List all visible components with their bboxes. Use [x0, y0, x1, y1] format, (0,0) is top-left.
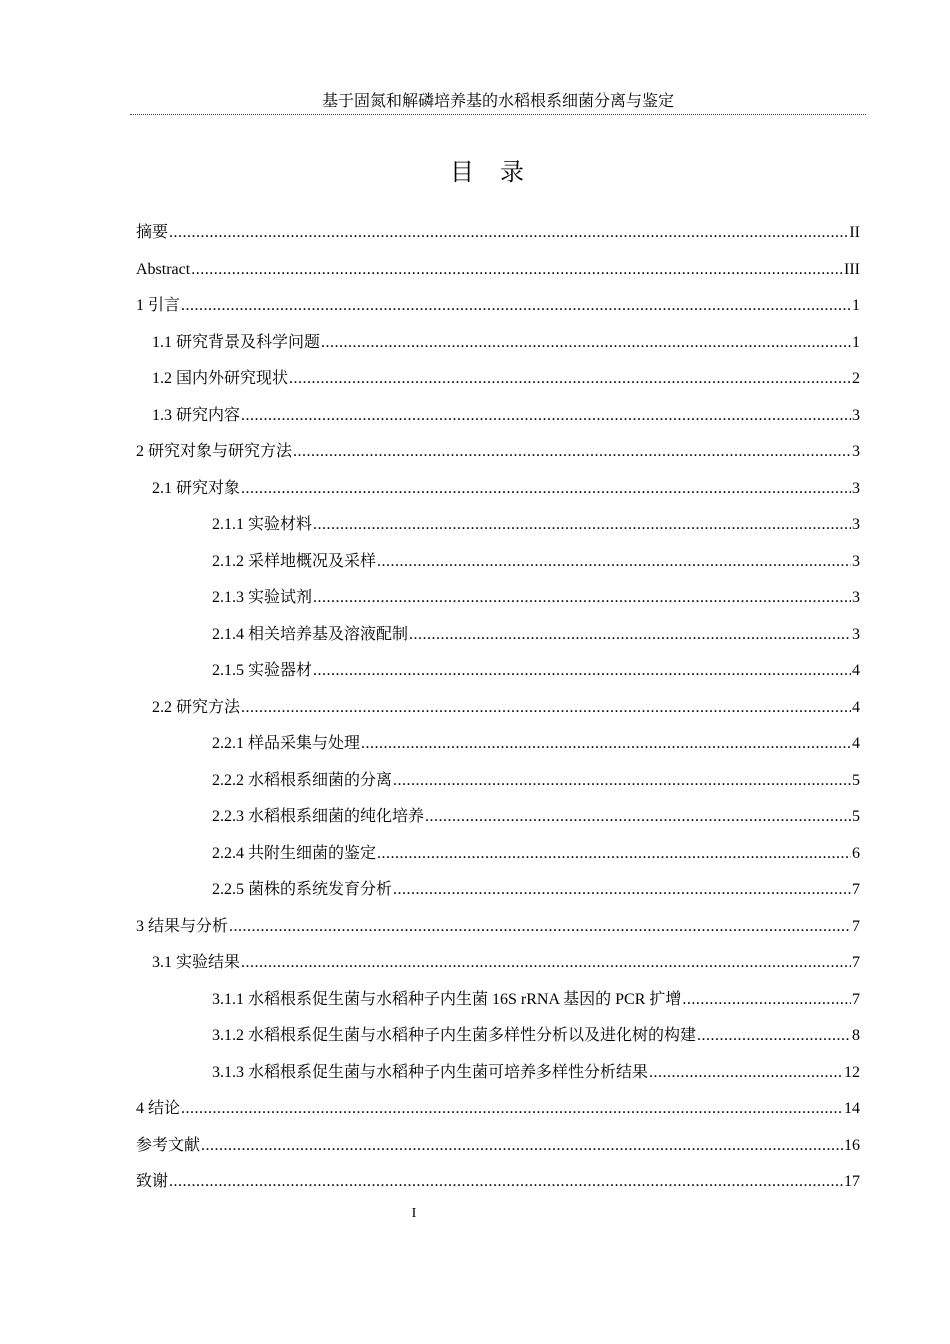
toc-entry-page: 3: [852, 625, 860, 643]
toc-entry[interactable]: [136, 945, 860, 982]
toc-entry[interactable]: [136, 690, 860, 727]
toc-entry-page: 7: [852, 954, 860, 971]
toc-entry-page: 16: [844, 1136, 860, 1154]
toc-entry-title: 1.2 国内外研究现状: [152, 370, 289, 387]
toc-dot-leader: [289, 361, 851, 398]
header-divider: [130, 114, 866, 115]
toc-entry-page: 6: [852, 844, 860, 862]
toc-entry[interactable]: [136, 288, 860, 325]
toc-dot-leader: [377, 836, 851, 873]
toc-entry-page: 7: [852, 917, 860, 935]
toc-dot-leader: [649, 1055, 843, 1092]
toc-entry-title: 2.2.3 水稻根系细菌的纯化培养: [212, 808, 425, 825]
toc-entry-page: 8: [852, 1027, 860, 1044]
toc-dot-leader: [361, 726, 851, 763]
toc-entry-page: 7: [852, 990, 860, 1008]
toc-entry-title: 1.3 研究内容: [152, 406, 241, 424]
toc-entry[interactable]: [136, 1018, 860, 1055]
toc-entry[interactable]: [136, 982, 860, 1019]
toc-entry[interactable]: [136, 507, 860, 544]
toc-entry-title: 2.2.5 菌株的系统发育分析: [212, 881, 393, 898]
toc-dot-leader: [293, 434, 851, 471]
toc-entry-title: 2.1 研究对象: [152, 479, 241, 497]
toc-entry[interactable]: [136, 471, 860, 508]
toc-entry-page: 12: [844, 1063, 860, 1081]
toc-entry[interactable]: [136, 726, 860, 763]
toc-dot-leader: [321, 325, 851, 362]
toc-dot-leader: [682, 982, 851, 1019]
toc-entry-page: III: [844, 260, 860, 278]
toc-entry-page: 4: [852, 662, 860, 679]
toc-dot-leader: [201, 1128, 843, 1165]
toc-entry[interactable]: [136, 361, 860, 398]
toc-dot-leader: [393, 763, 851, 800]
toc-entry[interactable]: [136, 252, 860, 289]
toc-entry-title: 2.1.3 实验试剂: [212, 589, 313, 606]
toc-entry[interactable]: [136, 617, 860, 654]
table-of-contents: [136, 215, 860, 1201]
toc-dot-leader: [409, 617, 851, 654]
toc-dot-leader: [425, 799, 851, 836]
toc-dot-leader: [169, 1164, 843, 1201]
toc-entry-page: II: [849, 224, 860, 241]
toc-entry[interactable]: [136, 1091, 860, 1128]
toc-entry-page: 3: [852, 443, 860, 460]
toc-entry[interactable]: [136, 799, 860, 836]
toc-dot-leader: [313, 653, 851, 690]
toc-dot-leader: [169, 215, 848, 252]
toc-entry-title: 2.1.4 相关培养基及溶液配制: [212, 625, 409, 643]
toc-entry-page: 3: [852, 479, 860, 497]
toc-entry-page: 3: [852, 589, 860, 606]
toc-entry-title: 2 研究对象与研究方法: [136, 443, 293, 460]
toc-entry-page: 5: [852, 771, 860, 789]
toc-dot-leader: [181, 1091, 843, 1128]
toc-entry-title: 3.1.1 水稻根系促生菌与水稻种子内生菌 16S rRNA 基因的 PCR 扩增: [212, 990, 682, 1008]
toc-entry[interactable]: [136, 215, 860, 252]
toc-entry[interactable]: [136, 653, 860, 690]
toc-entry-title: 2.2 研究方法: [152, 698, 241, 716]
toc-entry-page: 17: [844, 1173, 860, 1190]
toc-entry-title: 致谢: [136, 1173, 169, 1190]
toc-entry[interactable]: [136, 909, 860, 946]
toc-entry[interactable]: [136, 325, 860, 362]
toc-entry[interactable]: [136, 1055, 860, 1092]
toc-dot-leader: [241, 690, 851, 727]
toc-dot-leader: [181, 288, 851, 325]
toc-entry-title: 摘要: [136, 224, 169, 241]
toc-entry-page: 5: [852, 808, 860, 825]
toc-entry-title: Abstract: [136, 260, 191, 278]
toc-entry[interactable]: [136, 398, 860, 435]
toc-entry[interactable]: [136, 544, 860, 581]
page-number: I: [411, 1206, 417, 1221]
toc-dot-leader: [241, 398, 851, 435]
toc-entry-title: 2.1.2 采样地概况及采样: [212, 552, 377, 570]
toc-entry-page: 4: [852, 698, 860, 716]
toc-entry-title: 3.1 实验结果: [152, 954, 241, 971]
toc-entry[interactable]: [136, 763, 860, 800]
toc-entry-title: 参考文献: [136, 1136, 201, 1154]
toc-entry-title: 1 引言: [136, 297, 181, 314]
toc-entry[interactable]: [136, 872, 860, 909]
toc-entry-page: 1: [852, 333, 860, 351]
toc-entry-page: 14: [844, 1100, 860, 1117]
toc-entry-page: 3: [852, 552, 860, 570]
toc-entry-title: 1.1 研究背景及科学问题: [152, 333, 321, 351]
toc-entry-title: 3.1.3 水稻根系促生菌与水稻种子内生菌可培养多样性分析结果: [212, 1063, 649, 1081]
toc-dot-leader: [313, 580, 851, 617]
toc-entry[interactable]: [136, 434, 860, 471]
toc-entry-title: 2.1.1 实验材料: [212, 516, 313, 533]
toc-entry-page: 2: [852, 370, 860, 387]
toc-entry-title: 4 结论: [136, 1100, 181, 1117]
toc-dot-leader: [191, 252, 843, 289]
toc-entry[interactable]: [136, 580, 860, 617]
toc-entry-title: 3.1.2 水稻根系促生菌与水稻种子内生菌多样性分析以及进化树的构建: [212, 1027, 697, 1044]
toc-dot-leader: [697, 1018, 851, 1055]
toc-entry[interactable]: [136, 836, 860, 873]
toc-entry[interactable]: [136, 1128, 860, 1165]
page-title: 目录: [450, 158, 550, 186]
toc-entry-page: 4: [852, 735, 860, 752]
toc-entry-title: 2.1.5 实验器材: [212, 662, 313, 679]
toc-entry-page: 3: [852, 406, 860, 424]
toc-dot-leader: [377, 544, 851, 581]
toc-entry[interactable]: [136, 1164, 860, 1201]
toc-dot-leader: [393, 872, 851, 909]
toc-dot-leader: [229, 909, 851, 946]
toc-entry-title: 2.2.4 共附生细菌的鉴定: [212, 844, 377, 862]
toc-dot-leader: [241, 471, 851, 508]
toc-entry-page: 1: [852, 297, 860, 314]
toc-entry-title: 3 结果与分析: [136, 917, 229, 935]
toc-dot-leader: [241, 945, 851, 982]
toc-entry-page: 3: [852, 516, 860, 533]
toc-entry-title: 2.2.2 水稻根系细菌的分离: [212, 771, 393, 789]
toc-dot-leader: [313, 507, 851, 544]
toc-entry-page: 7: [852, 881, 860, 898]
toc-entry-title: 2.2.1 样品采集与处理: [212, 735, 361, 752]
running-header-title: 基于固氮和解磷培养基的水稻根系细菌分离与鉴定: [321, 93, 674, 110]
